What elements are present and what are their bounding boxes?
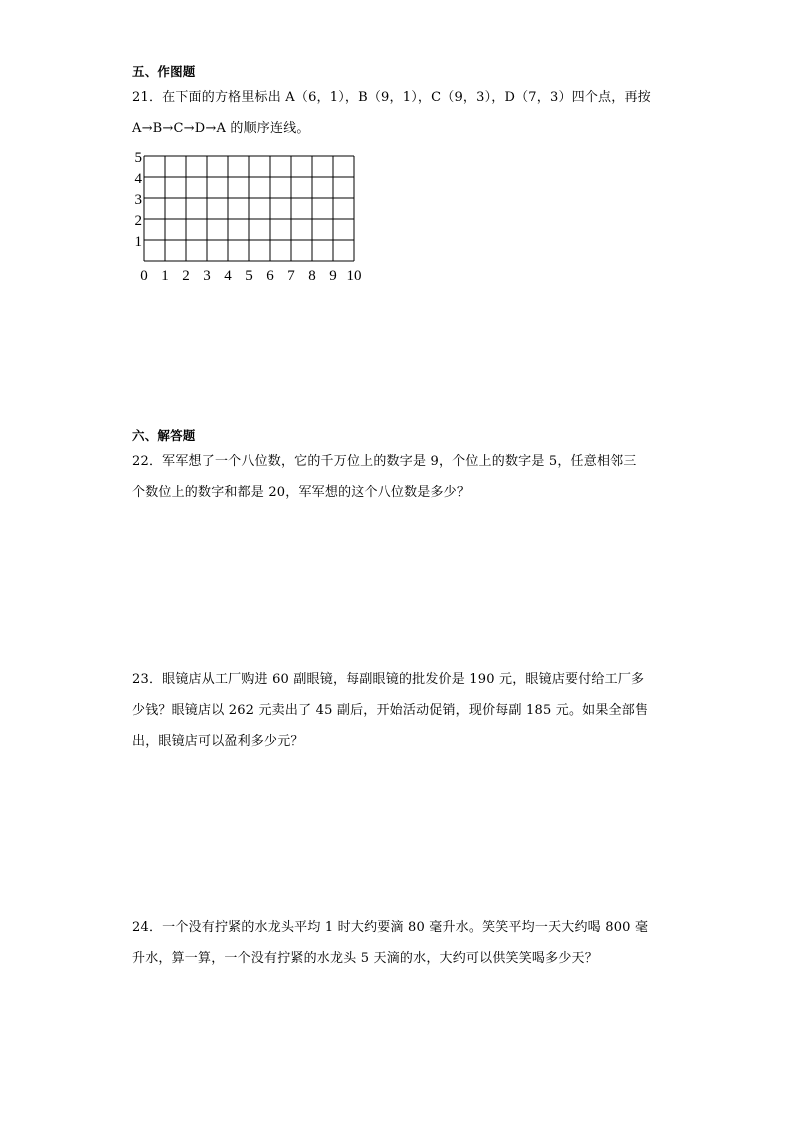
x-tick-label: 5: [245, 268, 253, 280]
y-tick-label: 5: [134, 150, 142, 166]
question-22-line-2: 个数位上的数字和都是 20，军军想的这个八位数是多少？: [132, 485, 471, 500]
y-tick-label: 3: [134, 192, 142, 208]
y-tick-label: 1: [134, 234, 142, 250]
question-21-line-1: 21．在下面的方格里标出 A（6，1），B（9，1），C（9，3），D（7，3）四个点，再按: [132, 90, 651, 105]
y-tick-label: 4: [134, 171, 142, 187]
coordinate-grid: [130, 150, 370, 280]
section-solving-heading: 六、解答题: [132, 428, 196, 443]
question-21-line-2: A→B→C→D→A 的顺序连线。: [132, 121, 310, 136]
question-22-line-1: 22．军军想了一个八位数，它的千万位上的数字是 9，个位上的数字是 5，任意相邻三: [132, 454, 637, 469]
x-tick-label: 6: [266, 268, 274, 280]
y-tick-label: 2: [134, 213, 142, 229]
question-23-line-1: 23．眼镜店从工厂购进 60 副眼镜，每副眼镜的批发价是 190 元，眼镜店要付给工厂多: [132, 672, 645, 687]
section-drawing-heading: 五、作图题: [132, 64, 196, 79]
question-23-line-3: 出，眼镜店可以盈利多少元？: [132, 734, 304, 749]
x-tick-label: 2: [182, 268, 190, 280]
x-tick-label: 1: [161, 268, 169, 280]
x-tick-label: 10: [346, 268, 362, 280]
x-tick-label: 0: [140, 268, 148, 280]
question-24-line-2: 升水，算一算，一个没有拧紧的水龙头 5 天滴的水，大约可以供笑笑喝多少天？: [132, 951, 598, 966]
coordinate-grid-svg: [130, 150, 370, 280]
x-tick-label: 9: [329, 268, 337, 280]
x-tick-label: 8: [308, 268, 316, 280]
x-tick-label: 4: [224, 268, 232, 280]
question-24-line-1: 24．一个没有拧紧的水龙头平均 1 时大约要滴 80 毫升水。笑笑平均一天大约喝 800 毫: [132, 920, 649, 935]
x-tick-label: 7: [287, 268, 295, 280]
question-23-line-2: 少钱？眼镜店以 262 元卖出了 45 副后，开始活动促销，现价每副 185 元。如果全部售: [132, 703, 649, 718]
x-tick-label: 3: [203, 268, 211, 280]
